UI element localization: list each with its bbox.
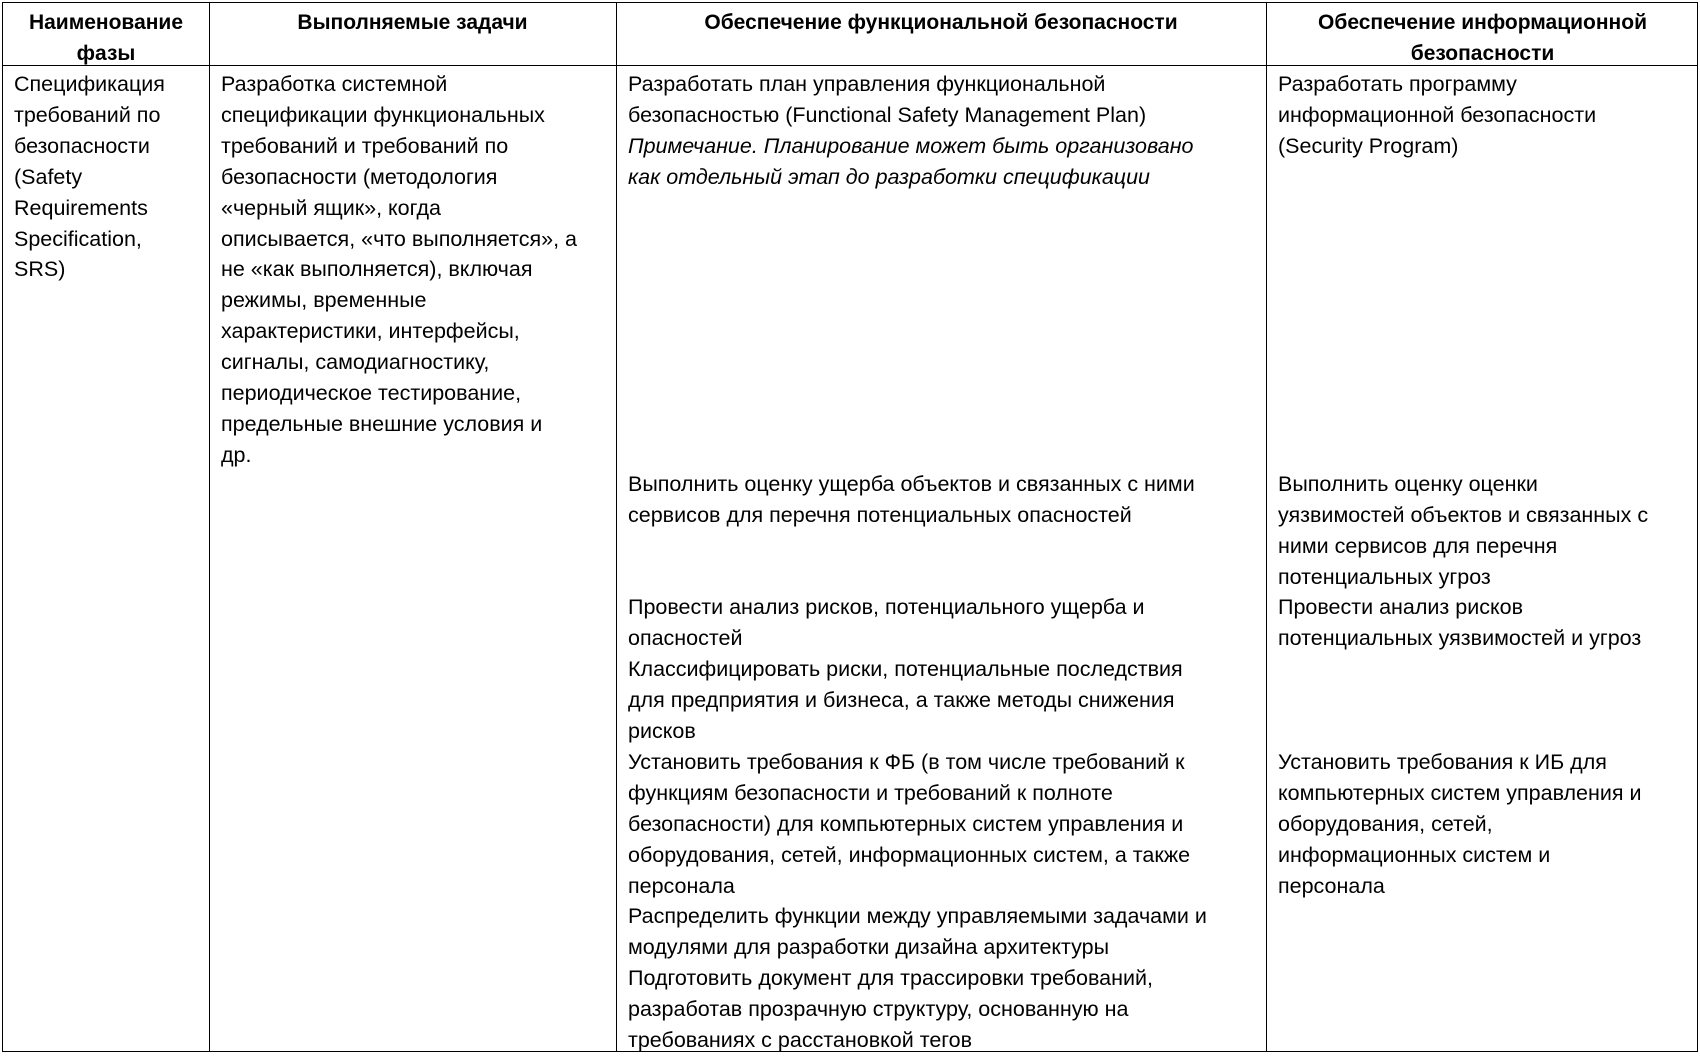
is-requirements: Установить требования к ИБ для компьютерных систем управления и оборудования, сетей, информационных систем и персонала [1278, 750, 1642, 898]
fs-risk-classification: Классифицировать риски, потенциальные последствия для предприятия и бизнеса, а также методы снижения рисков [628, 657, 1183, 743]
header-information-security: Обеспечение информационной безопасности [1318, 11, 1647, 65]
fs-damage-assessment: Выполнить оценку ущерба объектов и связанных с ними сервисов для перечня потенциальных опасностей [628, 472, 1195, 527]
column-divider-3 [1266, 3, 1267, 1051]
column-divider-2 [616, 3, 617, 1051]
fs-plan-note: Примечание. Планирование может быть организовано как отдельный этап до разработки спецификации [628, 134, 1194, 189]
fs-traceability: Подготовить документ для трассировки требований, разработав прозрачную структуру, основанную на требованиях с расстановкой тегов [628, 966, 1153, 1052]
fs-requirements: Установить требования к ФБ (в том числе требований к функциям безопасности и требований к полноте безопасности) для компьютерных систем управления и оборудования, сетей, информационных систем, а также персонала [628, 750, 1191, 898]
header-phase-name: Наименование фазы [28, 11, 184, 65]
phase-name-cell: Спецификация требований по безопасности (Safety Requirements Specification, SRS) [14, 72, 165, 282]
is-risk-analysis: Провести анализ рисков потенциальных уязвимостей и угроз [1278, 595, 1642, 650]
is-vulnerability-assessment: Выполнить оценку оценки уязвимостей объектов и связанных с ними сервисов для перечня потенциальных угроз [1278, 472, 1649, 589]
header-tasks: Выполняемые задачи [297, 11, 528, 34]
column-divider-1 [209, 3, 210, 1051]
fs-plan-text: Разработать план управления функциональной безопасностью (Functional Safety Management Plan) [628, 72, 1147, 127]
is-security-program: Разработать программу информационной безопасности (Security Program) [1278, 72, 1597, 158]
security-phase-table [2, 2, 1698, 1052]
fs-risk-analysis: Провести анализ рисков, потенциального ущерба и опасностей [628, 595, 1145, 650]
header-functional-safety: Обеспечение функциональной безопасности [704, 11, 1178, 34]
fs-function-distribution: Распределить функции между управляемыми задачами и модулями для разработки дизайна архитектуры [628, 904, 1207, 959]
task-description-cell: Разработка системной спецификации функциональных требований и требований по безопасности (методология «черный ящик», когда описывается, «что выполняется», а не «как выполняется), включая режимы, временные характеристики, интерфейсы, сигналы, самодиагностику, периодическое тестирование, предельные внешние условия и др. [221, 72, 577, 467]
